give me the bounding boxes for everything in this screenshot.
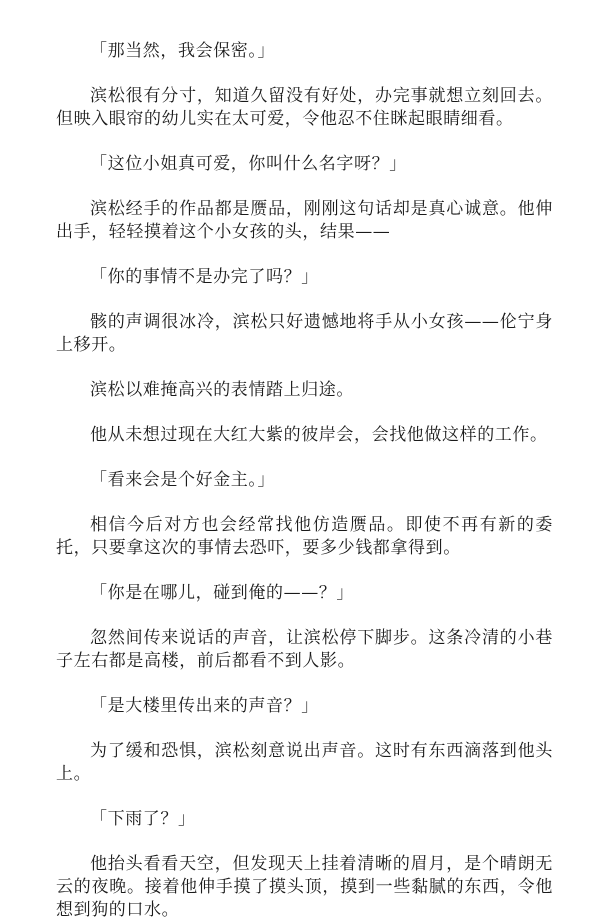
dialogue-paragraph: 「这位小姐真可爱，你叫什么名字呀？」 [90, 154, 407, 174]
narration-paragraph: 为了缓和恐惧，滨松刻意说出声音。这时有东西滴落到他头上。 [56, 741, 553, 784]
narration-paragraph: 骸的声调很冰冷，滨松只好遗憾地将手从小女孩——伦宁身上移开。 [56, 312, 553, 355]
narration-paragraph: 他从未想过现在大红大紫的彼岸会，会找他做这样的工作。 [90, 425, 548, 445]
narration-paragraph: 相信今后对方也会经常找他仿造赝品。即使不再有新的委托，只要拿这次的事情去恐吓，要多少钱都拿得到。 [56, 515, 553, 558]
narration-paragraph: 忽然间传来说话的声音，让滨松停下脚步。这条冷清的小巷子左右都是高楼，前后都看不到人影。 [56, 628, 553, 671]
narration-paragraph: 滨松经手的作品都是赝品，刚刚这句话却是真心诚意。他伸出手，轻轻摸着这个小女孩的头，结果—— [56, 199, 553, 242]
dialogue-paragraph: 「你的事情不是办完了吗？」 [90, 267, 319, 287]
narration-paragraph: 滨松很有分寸，知道久留没有好处，办完事就想立刻回去。但映入眼帘的幼儿实在太可爱，令他忍不住眯起眼睛细看。 [56, 86, 553, 129]
dialogue-paragraph: 「是大楼里传出来的声音？」 [90, 696, 319, 716]
narration-paragraph: 他抬头看看天空，但发现天上挂着清晰的眉月，是个晴朗无云的夜晚。接着他伸手摸了摸头顶，摸到一些黏腻的东西，令他想到狗的口水。 [56, 854, 553, 920]
dialogue-paragraph: 「那当然，我会保密。」 [90, 41, 276, 61]
dialogue-paragraph: 「看来会是个好金主。」 [90, 470, 276, 490]
dialogue-paragraph: 「下雨了？」 [90, 809, 196, 829]
narration-paragraph: 滨松以难掩高兴的表情踏上归途。 [90, 380, 354, 400]
dialogue-paragraph: 「你是在哪儿，碰到俺的——？」 [90, 583, 354, 603]
